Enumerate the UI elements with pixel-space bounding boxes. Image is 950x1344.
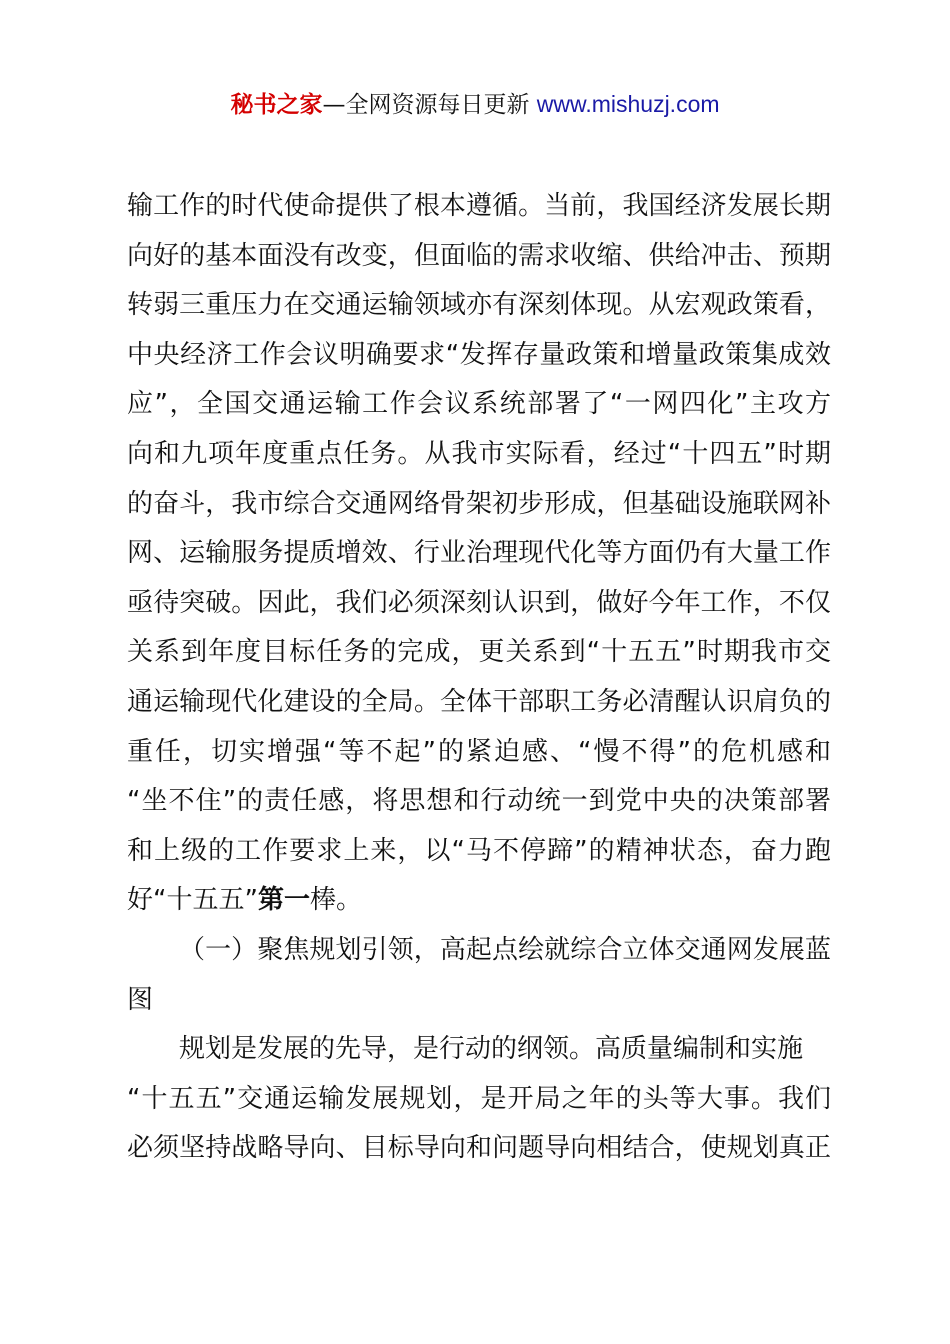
last-line-bold: 第一: [257, 885, 310, 916]
last-line-start: 好“十五五”: [127, 885, 258, 916]
heading-line-last: 图: [127, 984, 154, 1015]
text-line: 的奋斗，我市综合交通网络骨架初步形成，但基础设施联网补: [127, 488, 831, 519]
header-slogan: —全网资源每日更新: [322, 92, 537, 118]
text-line: 应”，全国交通运输工作会议系统部署了“一网四化”主攻方: [127, 389, 831, 420]
text-line: “坐不住”的责任感，将思想和行动统一到党中央的决策部署: [127, 786, 831, 817]
paragraph-2: [127, 1025, 831, 1174]
site-url-link[interactable]: www.mishuzj.com: [536, 91, 720, 117]
text-line: 输工作的时代使命提供了根本遵循。当前，我国经济发展长期: [127, 191, 831, 221]
text-line-last: [127, 876, 831, 926]
document-body: [127, 182, 831, 1174]
text-line: 关系到年度目标任务的完成，更关系到“十五五”时期我市交: [127, 637, 831, 668]
heading-line: （一）聚焦规划引领，高起点绘就综合立体交通网发展蓝: [179, 934, 831, 965]
text-line: 向和九项年度重点任务。从我市实际看，经过“十四五”时期: [127, 438, 831, 469]
text-line: 必须坚持战略导向、目标导向和问题导向相结合，使规划真正: [127, 1133, 831, 1164]
text-line: 规划是发展的先导，是行动的纲领。高质量编制和实施: [179, 1034, 804, 1065]
paragraph-1: [127, 182, 831, 926]
last-line-end: 棒。: [309, 885, 362, 916]
brand-name: 秘书之家: [230, 92, 323, 118]
text-line: 网、运输服务提质增效、行业治理现代化等方面仍有大量工作: [127, 538, 831, 569]
site-header: [0, 88, 950, 121]
text-line: “十五五”交通运输发展规划，是开局之年的头等大事。我们: [127, 1083, 831, 1114]
text-line: 通运输现代化建设的全局。全体干部职工务必清醒认识肩负的: [127, 686, 831, 717]
text-line: 重任，切实增强“等不起”的紧迫感、“慢不得”的危机感和: [127, 736, 831, 767]
text-line: 转弱三重压力在交通运输领域亦有深刻体现。从宏观政策看，: [127, 290, 831, 321]
text-line: 和上级的工作要求上来，以“马不停蹄”的精神状态，奋力跑: [127, 835, 831, 866]
text-line: 向好的基本面没有改变，但面临的需求收缩、供给冲击、预期: [127, 240, 831, 271]
section-heading: [127, 926, 831, 1025]
text-line: 亟待突破。因此，我们必须深刻认识到，做好今年工作，不仅: [127, 587, 831, 618]
text-line: 中央经济工作会议明确要求“发挥存量政策和增量政策集成效: [127, 339, 831, 370]
